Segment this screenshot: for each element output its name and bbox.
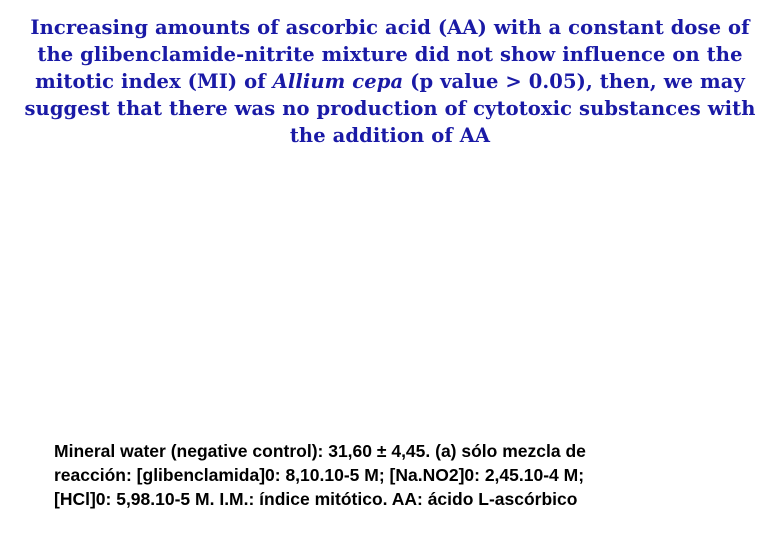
title-text-part2: (p value > 0.05), then, we may suggest that there was no production of cytotoxic substances with the addition of AA: [24, 70, 756, 147]
footnote-line-3: [HCl]0: 5,98.10-5 M. I.M.: índice mitótico. AA: ácido L-ascórbico: [54, 489, 578, 509]
slide-title: [10, 14, 770, 149]
footnote-line-1: Mineral water (negative control): 31,60 ± 4,45. (a) sólo mezcla de: [54, 441, 586, 461]
title-text-part1: Increasing amounts of ascorbic acid (AA) with a constant dose of the glibenclamide-nitrite mixture did not show influence on the mitotic index (MI) of: [30, 16, 750, 93]
footnote-line-2: reacción: [glibenclamida]0: 8,10.10-5 M; [Na.NO2]0: 2,45.10-4 M;: [54, 465, 585, 485]
table-footnote: [54, 439, 754, 511]
title-species-name: Allium cepa: [272, 70, 404, 93]
